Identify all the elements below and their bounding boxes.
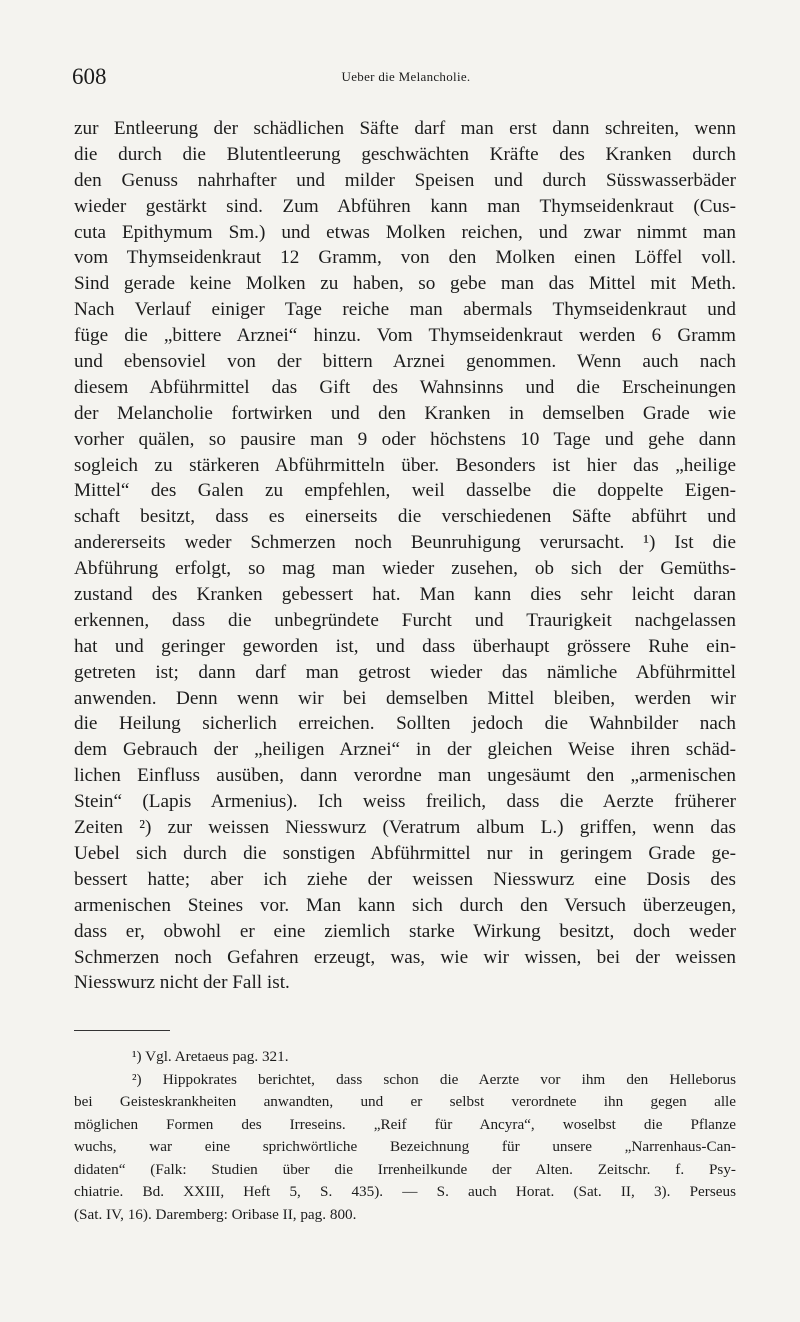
body-line: zur Entleerung der schädlichen Säfte darf man erst dann schreiten, wenn: [74, 118, 736, 139]
body-line: sogleich zu stärkeren Abführmitteln über. Besonders ist hier das „heilige: [74, 454, 736, 476]
body-line: Stein“ (Lapis Armenius). Ich weiss freilich, dass die Aerzte früherer: [74, 791, 736, 813]
body-line: Schmerzen noch Gefahren erzeugt, was, wie wir wissen, bei der weissen: [74, 946, 736, 968]
body-line: schaft besitzt, dass es einerseits die verschiedenen Säfte abführt und: [74, 506, 736, 528]
footnote-separator: [74, 1030, 170, 1031]
body-line: diesem Abführmittel das Gift des Wahnsinns und die Erscheinungen: [74, 376, 736, 398]
body-line: getreten ist; dann darf man getrost wieder das nämliche Abführmittel: [74, 661, 736, 683]
body-line: dem Gebrauch der „heiligen Arznei“ in der gleichen Weise ihren schäd-: [74, 739, 736, 761]
footnote-line: (Sat. IV, 16). Daremberg: Oribase II, pag. 800.: [74, 1205, 357, 1223]
footnote-line: chiatrie. Bd. XXIII, Heft 5, S. 435). — S. auch Horat. (Sat. II, 3). Perseus: [74, 1183, 736, 1200]
body-line: cuta Epithymum Sm.) und etwas Molken reichen, und zwar nimmt man: [74, 221, 736, 243]
body-line: Zeiten ²) zur weissen Niesswurz (Veratrum album L.) griffen, wenn das: [74, 817, 736, 839]
body-line: Mittel“ des Galen zu empfehlen, weil dasselbe die doppelte Eigen-: [74, 480, 736, 502]
body-line: lichen Einfluss ausüben, dann verordne man ungesäumt den „armenischen: [74, 765, 736, 787]
body-line: Niesswurz nicht der Fall ist.: [74, 972, 290, 994]
body-line: Nach Verlauf einiger Tage reiche man abermals Thymseidenkraut und: [74, 299, 736, 321]
body-line: wieder gestärkt sind. Zum Abführen kann man Thymseidenkraut (Cus-: [74, 195, 736, 217]
footnote-line: ²) Hippokrates berichtet, dass schon die Aerzte vor ihm den Helleborus: [132, 1070, 736, 1088]
body-line: hat und geringer geworden ist, und dass überhaupt grössere Ruhe ein-: [74, 635, 736, 657]
body-line: zustand des Kranken gebessert hat. Man kann dies sehr leicht daran: [74, 584, 736, 606]
body-text: [74, 116, 736, 996]
body-line: bessert hatte; aber ich ziehe der weissen Niesswurz eine Dosis des: [74, 868, 736, 890]
body-line: erkennen, dass die unbegründete Furcht und Traurigkeit nachgelassen: [74, 609, 736, 631]
body-line: Uebel sich durch die sonstigen Abführmittel nur in geringem Grade ge-: [74, 842, 736, 864]
body-line: vorher quälen, so pausire man 9 oder höchstens 10 Tage und gehe dann: [74, 428, 736, 450]
body-line: und ebensoviel von der bittern Arznei genommen. Wenn auch nach: [74, 351, 736, 373]
footnote-line: ¹) Vgl. Aretaeus pag. 321.: [132, 1048, 289, 1065]
body-line: der Melancholie fortwirken und den Kranken in demselben Grade wie: [74, 402, 736, 424]
footnotes: [74, 1046, 736, 1226]
page-header: [72, 64, 740, 94]
body-line: andererseits weder Schmerzen noch Beunruhigung verursacht. ¹) Ist die: [74, 532, 736, 554]
body-line: dass er, obwohl er eine ziemlich starke Wirkung besitzt, doch weder: [74, 920, 736, 942]
body-line: Abführung erfolgt, so mag man wieder zusehen, ob sich der Gemüths-: [74, 558, 736, 580]
body-line: die Heilung sicherlich erreichen. Sollten jedoch die Wahnbilder nach: [74, 713, 736, 735]
body-line: den Genuss nahrhafter und milder Speisen und durch Süsswasserbäder: [74, 169, 736, 191]
running-title: Ueber die Melancholie.: [341, 69, 471, 84]
footnote-line: didaten“ (Falk: Studien über die Irrenheilkunde der Alten. Zeitschr. f. Psy-: [74, 1160, 736, 1178]
footnote-line: bei Geisteskrankheiten anwandten, und er selbst verordnete ihn gegen alle: [74, 1093, 736, 1110]
body-line: füge die „bittere Arznei“ hinzu. Vom Thymseidenkraut werden 6 Gramm: [74, 325, 736, 347]
body-line: Sind gerade keine Molken zu haben, so gebe man das Mittel mit Meth.: [74, 273, 736, 295]
body-line: vom Thymseidenkraut 12 Gramm, von den Molken einen Löffel voll.: [74, 247, 736, 269]
body-line: die durch die Blutentleerung geschwächten Kräfte des Kranken durch: [74, 143, 736, 165]
footnote-line: wuchs, war eine sprichwörtliche Bezeichnung für unsere „Narrenhaus-Can-: [74, 1138, 736, 1155]
body-line: anwenden. Denn wenn wir bei demselben Mittel bleiben, werden wir: [74, 687, 736, 709]
footnote-line: möglichen Formen des Irreseins. „Reif für Ancyra“, woselbst die Pflanze: [74, 1115, 736, 1133]
page-number: 608: [72, 64, 107, 89]
body-line: armenischen Steines vor. Man kann sich durch den Versuch überzeugen,: [74, 894, 736, 916]
